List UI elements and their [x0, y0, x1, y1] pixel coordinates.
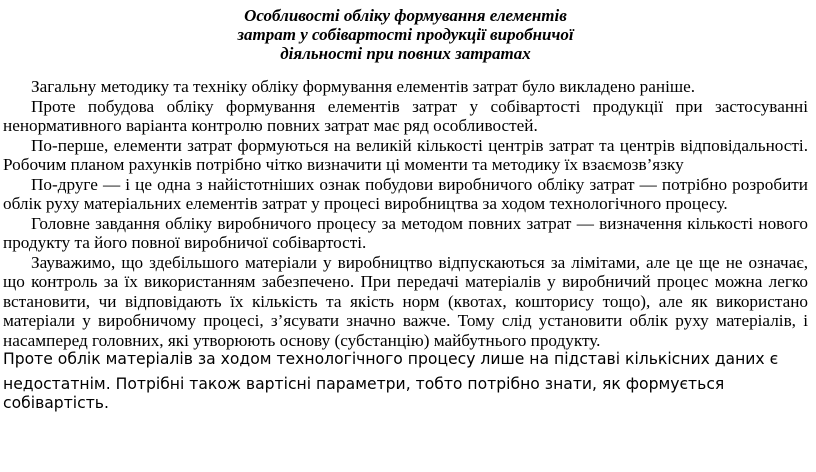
title-line-1: Особливості обліку формування елементів	[244, 6, 567, 25]
title-line-3: діяльності при повних затратах	[280, 44, 531, 63]
paragraph-materials: Зауважимо, що здебільшого матеріали у виробництво відпускаються за лімітами, але це ще не означає, що контроль за їх використанням забезпечено. При передачі матеріалів у виробничий процес можна легко встановити, чи відповідають їх кількість та якість норм (квотах, кошторису тощо), але як використано матеріали у виробничому процесі, з’ясувати значно важче. Тому слід установити облік руху матеріалів, і насамперед головних, які утворюють основу (субстанцію) майбутнього продукту.	[3, 252, 808, 350]
closing-line-1: Проте облік матеріалів за ходом технологічного процесу лише на підставі кількісних даних є	[3, 350, 779, 368]
title-line-2: затрат у собівартості продукції виробничої	[237, 25, 574, 44]
closing-line-2: недостатнім. Потрібні також вартісні параметри, тобто потрібно знати, як формується собівартість.	[3, 375, 725, 413]
paragraph-second: По-друге — і це одна з найістотніших ознак побудови виробничого обліку затрат — потрібно розробити облік руху матеріальних елементів затрат у процесі виробництва за ходом технологічного процесу.	[3, 174, 808, 213]
paragraph-features: Проте побудова обліку формування елементів затрат у собівартості продукції при застосуванні ненормативного варіанта контролю повних затрат має ряд особливостей.	[3, 96, 808, 135]
document-title	[3, 6, 808, 63]
paragraph-first: По-перше, елементи затрат формуються на великій кількості центрів затрат та центрів відповідальності. Робочим планом рахунків потрібно чітко визначити ці моменти та методику їх взаємозв’язку	[3, 135, 808, 174]
paragraph-intro: Загальну методику та техніку обліку формування елементів затрат було викладено раніше.	[31, 77, 696, 96]
paragraph-main-task: Головне завдання обліку виробничого процесу за методом повних затрат — визначення кількості нового продукту та його повної виробничої собівартості.	[3, 213, 808, 252]
